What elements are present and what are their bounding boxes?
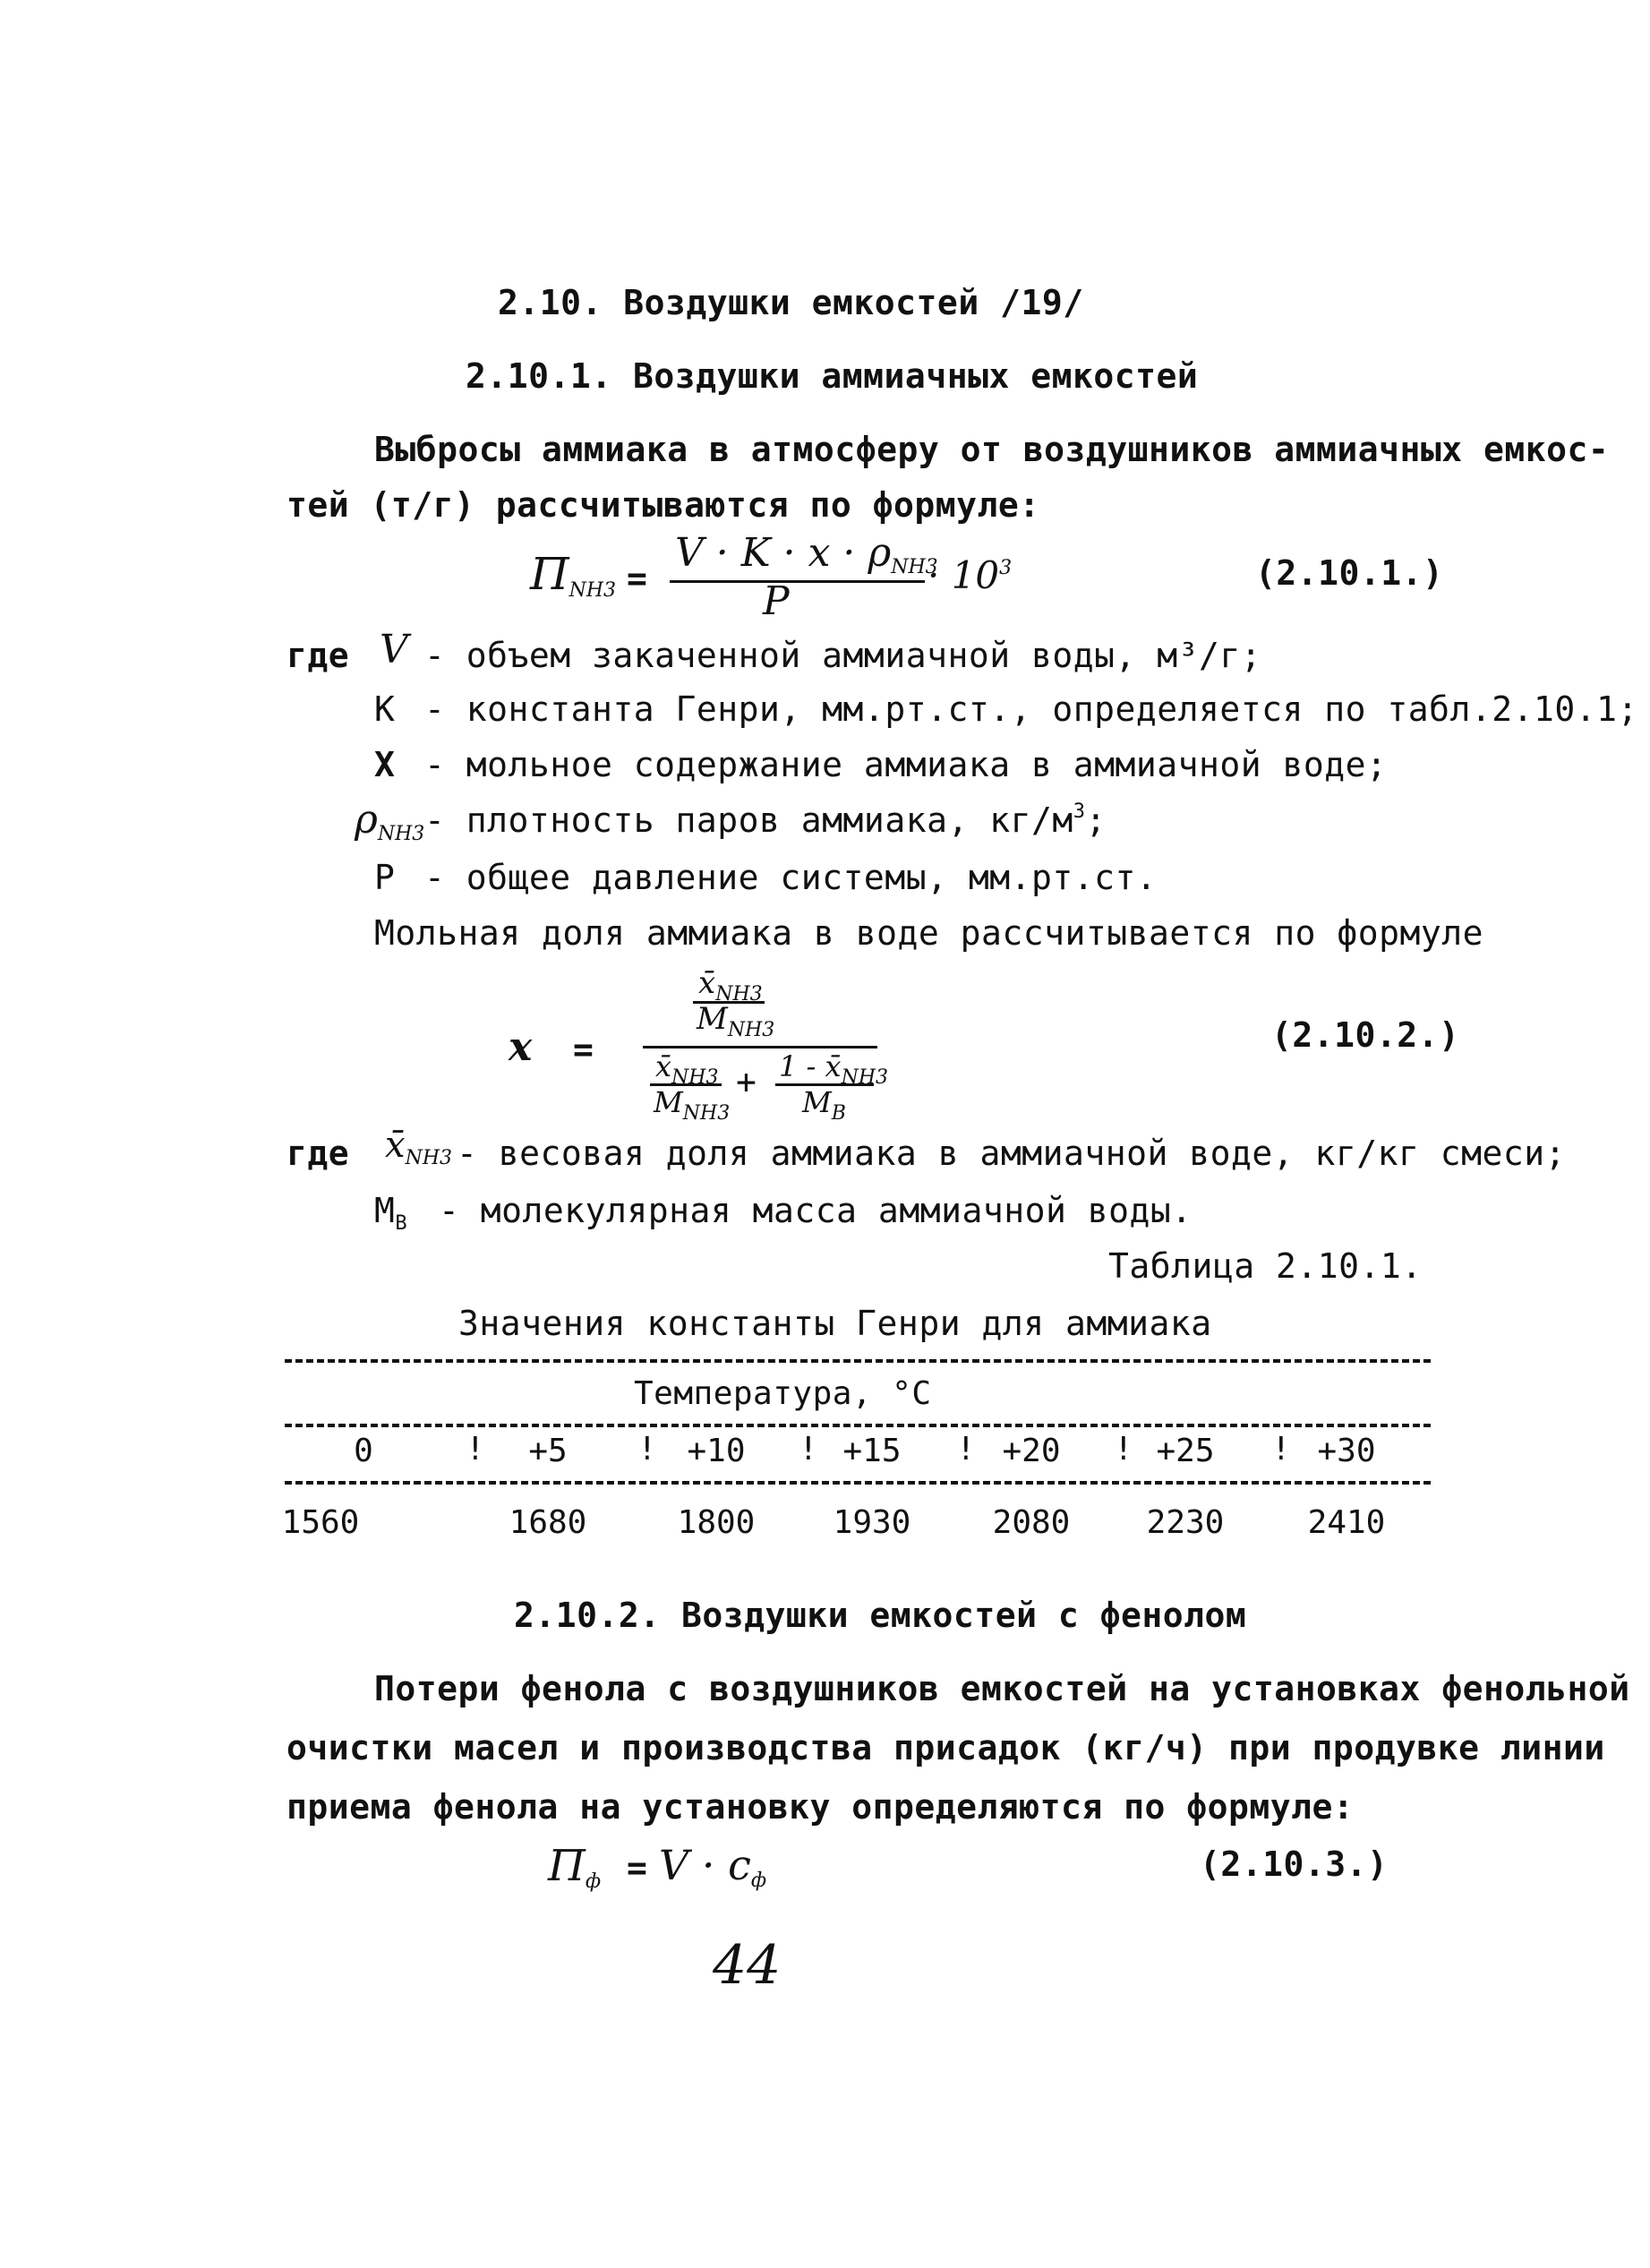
table-rule-bottom xyxy=(285,1481,1431,1485)
def-symbol-mb: $М_В$ xyxy=(374,1191,408,1235)
def-symbol-x: Х xyxy=(374,745,396,784)
where-label-1: где xyxy=(286,636,350,675)
column-separator: ! xyxy=(637,1431,657,1468)
table-cell-value: 1930 xyxy=(833,1504,911,1541)
formula1-number: (2.10.1.) xyxy=(1255,553,1444,593)
formula2-bottom-left-num: $x̄_{NH3}$ xyxy=(655,1049,719,1089)
table-cell-value: 2080 xyxy=(992,1504,1071,1541)
formula2-equals: = xyxy=(573,1030,594,1069)
column-separator: ! xyxy=(1271,1431,1291,1468)
def-symbol-p: Р xyxy=(374,858,396,897)
column-separator: ! xyxy=(1114,1431,1133,1468)
def-text-mb: - молекулярная масса аммиачной воды. xyxy=(439,1191,1193,1230)
table-col-header: +20 xyxy=(1002,1433,1061,1469)
section-title: 2.10. Воздушки емкостей /19/ xyxy=(498,283,1084,322)
def-text-rho: - плотность паров аммиака, $кг/м^3$; xyxy=(424,800,1107,840)
table-cell-value: 1680 xyxy=(509,1504,587,1541)
formula1-fraction-bar xyxy=(670,580,925,583)
paragraph-2: Мольная доля аммиака в воде рассчитывается по формуле xyxy=(374,913,1484,953)
formula2-bottom-right-num: $1 - x̄_{NH3}$ xyxy=(779,1049,888,1089)
def-text-k: - константа Генри, мм.рт.ст., определяется по табл.2.10.1; xyxy=(424,689,1638,729)
table-cell-value: 1800 xyxy=(677,1504,756,1541)
formula3-rhs: $V \cdot c_ф$ xyxy=(659,1841,767,1892)
table-col-header: +25 xyxy=(1156,1433,1215,1469)
subsection-title-ammonia: 2.10.1. Воздушки аммиачных емкостей xyxy=(466,356,1199,396)
page-number: 44 xyxy=(713,1934,782,1997)
formula1-multiplier: · $10^3$ xyxy=(928,553,1013,597)
formula2-lhs: x xyxy=(509,1024,533,1070)
formula2-plus: + xyxy=(736,1062,757,1101)
paragraph-1-line-2: тей (т/г) рассчитываются по формуле: xyxy=(286,485,1040,525)
table-cell-value: 2410 xyxy=(1307,1504,1386,1541)
def-symbol-xbar: $x̄_{NH3}$ xyxy=(385,1125,452,1169)
formula2-number: (2.10.2.) xyxy=(1271,1015,1460,1055)
formula1-denominator: P xyxy=(763,578,790,624)
formula1-equals: = xyxy=(627,559,648,598)
formula2-top-den: $M_{NH3}$ xyxy=(697,1001,775,1041)
table-col-header: +30 xyxy=(1317,1433,1376,1469)
def-text-v: - объем закаченной аммиачной воды, м³/г; xyxy=(424,636,1262,675)
def-symbol-v: V xyxy=(380,627,408,672)
formula3-equals: = xyxy=(627,1848,648,1887)
table-col-header: +5 xyxy=(528,1433,568,1469)
table-rule-mid xyxy=(285,1424,1431,1427)
table-cell-value: 2230 xyxy=(1146,1504,1225,1541)
def-text-x: - мольное содержание аммиака в аммиачной воде; xyxy=(424,745,1388,784)
paragraph-1-line-1: Выбросы аммиака в атмосферу от воздушников аммиачных емкос- xyxy=(374,430,1610,469)
table-col-header: 0 xyxy=(354,1433,373,1469)
def-symbol-k: К xyxy=(374,689,396,729)
table-cell-value: 1560 xyxy=(281,1504,360,1541)
formula3-lhs: $П_ф$ xyxy=(548,1841,602,1893)
formula3-number: (2.10.3.) xyxy=(1200,1844,1389,1884)
table-label: Таблица 2.10.1. xyxy=(1108,1246,1423,1286)
paragraph-3-line-1: Потери фенола с воздушников емкостей на установках фенольной xyxy=(374,1669,1630,1708)
where-label-2: где xyxy=(286,1134,350,1173)
table-caption: Значения константы Генри для аммиака xyxy=(458,1304,1212,1343)
formula1-lhs: $П_{NH3}$ xyxy=(530,548,617,602)
table-col-header: +15 xyxy=(842,1433,902,1469)
table-col-header: +10 xyxy=(687,1433,746,1469)
formula2-bottom-right-den: $M_В$ xyxy=(802,1085,846,1125)
formula2-top-num: $x̄_{NH3}$ xyxy=(698,965,763,1006)
paragraph-3-line-2: очистки масел и производства присадок (кг/ч) при продувке линии xyxy=(286,1728,1605,1767)
formula2-bottom-left-den: $M_{NH3}$ xyxy=(654,1085,731,1125)
formula2-main-bar xyxy=(643,1046,877,1048)
column-separator: ! xyxy=(956,1431,976,1468)
table-rule-top xyxy=(285,1359,1431,1363)
column-separator: ! xyxy=(466,1431,485,1468)
subsection-title-phenol: 2.10.2. Воздушки емкостей с фенолом xyxy=(514,1596,1247,1635)
table-group-header: Температура, °С xyxy=(634,1375,932,1412)
paragraph-3-line-3: приема фенола на установку определяются по формуле: xyxy=(286,1787,1355,1827)
def-text-p: - общее давление системы, мм.рт.ст. xyxy=(424,858,1158,897)
column-separator: ! xyxy=(799,1431,818,1468)
formula1-numerator: $V \cdot K \cdot x \cdot \rho_{NH3}$ xyxy=(675,530,938,578)
def-text-xbar: - весовая доля аммиака в аммиачной воде, кг/кг смеси; xyxy=(457,1134,1567,1173)
def-symbol-rho: $\rho_{NH3}$ xyxy=(355,797,425,845)
